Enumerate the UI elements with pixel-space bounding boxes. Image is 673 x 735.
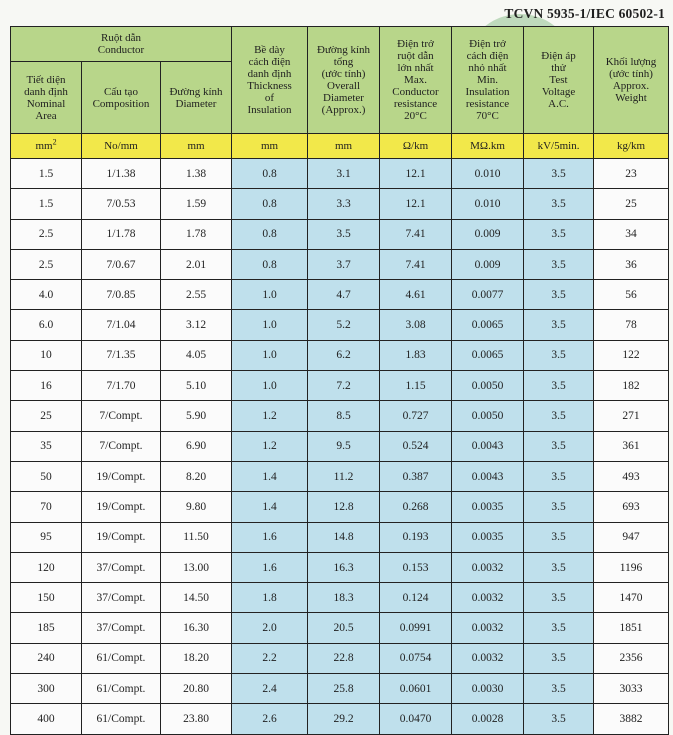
cell-weight: 23: [594, 159, 669, 189]
table-row: [11, 613, 669, 643]
cell-diameter: 2.01: [161, 249, 232, 279]
table-row: [11, 552, 669, 582]
cell-overall-diameter: 18.3: [308, 583, 380, 613]
cell-min-insulation-resistance: 0.010: [452, 159, 524, 189]
cell-insulation: 1.2: [232, 401, 308, 431]
table-row: [11, 461, 669, 491]
composition-header: Cấu tạo Composition: [82, 62, 161, 134]
cell-insulation: 1.0: [232, 280, 308, 310]
cell-diameter: 14.50: [161, 583, 232, 613]
cell-area: 6.0: [11, 310, 82, 340]
test-voltage-header: Điện áp thử Test Voltage A.C.: [524, 27, 594, 134]
cell-overall-diameter: 20.5: [308, 613, 380, 643]
cell-area: 1.5: [11, 189, 82, 219]
overall-diameter-header: Đường kính tổng (ước tính) Overall Diameter (Approx.): [308, 27, 380, 134]
table-row: [11, 159, 669, 189]
cable-spec-table: [10, 26, 669, 735]
row-group: [11, 159, 669, 310]
cell-insulation: 2.4: [232, 674, 308, 704]
cell-composition: 7/Compt.: [82, 431, 161, 461]
row-group: [11, 461, 669, 612]
unit-resistance: Ω/km: [380, 134, 452, 159]
cell-composition: 37/Compt.: [82, 583, 161, 613]
cell-test-voltage: 3.5: [524, 189, 594, 219]
cell-weight: 1196: [594, 552, 669, 582]
cell-weight: 693: [594, 492, 669, 522]
cell-insulation: 2.0: [232, 613, 308, 643]
cell-test-voltage: 3.5: [524, 371, 594, 401]
cell-test-voltage: 3.5: [524, 401, 594, 431]
table-row: [11, 401, 669, 431]
cell-composition: 7/0.85: [82, 280, 161, 310]
cell-insulation: 1.6: [232, 552, 308, 582]
cell-area: 35: [11, 431, 82, 461]
unit-composition: No/mm: [82, 134, 161, 159]
unit-insulation-resistance: MΩ.km: [452, 134, 524, 159]
cell-insulation: 1.4: [232, 492, 308, 522]
cell-weight: 271: [594, 401, 669, 431]
cell-max-resistance: 0.0601: [380, 674, 452, 704]
row-group: [11, 310, 669, 461]
cell-min-insulation-resistance: 0.0030: [452, 674, 524, 704]
cell-diameter: 2.55: [161, 280, 232, 310]
cell-weight: 34: [594, 219, 669, 249]
cell-test-voltage: 3.5: [524, 219, 594, 249]
cell-area: 10: [11, 340, 82, 370]
cell-weight: 182: [594, 371, 669, 401]
cell-diameter: 9.80: [161, 492, 232, 522]
table-row: [11, 522, 669, 552]
max-resistance-header: Điện trở ruột dẫn lớn nhất Max. Conductor resistance 20°C: [380, 27, 452, 134]
unit-area: $mm^2$: [11, 134, 82, 159]
table-row: [11, 249, 669, 279]
cell-insulation: 0.8: [232, 249, 308, 279]
nominal-area-header: Tiết diện danh định Nominal Area: [11, 62, 82, 134]
cell-max-resistance: 12.1: [380, 159, 452, 189]
row-group: [11, 613, 669, 734]
cell-max-resistance: 4.61: [380, 280, 452, 310]
standard-title: TCVN 5935-1/IEC 60502-1: [504, 6, 665, 21]
cell-test-voltage: 3.5: [524, 310, 594, 340]
cell-min-insulation-resistance: 0.0043: [452, 461, 524, 491]
cell-diameter: 13.00: [161, 552, 232, 582]
cell-overall-diameter: 7.2: [308, 371, 380, 401]
cell-insulation: 1.0: [232, 371, 308, 401]
cell-composition: 1/1.78: [82, 219, 161, 249]
cell-max-resistance: 0.0470: [380, 704, 452, 734]
cell-overall-diameter: 3.1: [308, 159, 380, 189]
cell-min-insulation-resistance: 0.0028: [452, 704, 524, 734]
cell-composition: 61/Compt.: [82, 643, 161, 673]
cell-max-resistance: 0.524: [380, 431, 452, 461]
cell-weight: 947: [594, 522, 669, 552]
cell-max-resistance: 12.1: [380, 189, 452, 219]
cell-overall-diameter: 25.8: [308, 674, 380, 704]
cell-diameter: 1.78: [161, 219, 232, 249]
cell-test-voltage: 3.5: [524, 552, 594, 582]
cell-weight: 3882: [594, 704, 669, 734]
cell-diameter: 23.80: [161, 704, 232, 734]
cell-area: 4.0: [11, 280, 82, 310]
cell-max-resistance: 0.0754: [380, 643, 452, 673]
cell-diameter: 8.20: [161, 461, 232, 491]
cell-test-voltage: 3.5: [524, 461, 594, 491]
cell-overall-diameter: 16.3: [308, 552, 380, 582]
cell-test-voltage: 3.5: [524, 583, 594, 613]
cell-insulation: 1.4: [232, 461, 308, 491]
cell-insulation: 1.2: [232, 431, 308, 461]
cell-min-insulation-resistance: 0.0035: [452, 522, 524, 552]
cell-diameter: 4.05: [161, 340, 232, 370]
cell-max-resistance: 0.193: [380, 522, 452, 552]
table-row: [11, 674, 669, 704]
cell-overall-diameter: 22.8: [308, 643, 380, 673]
cell-weight: 78: [594, 310, 669, 340]
cell-min-insulation-resistance: 0.0035: [452, 492, 524, 522]
cell-overall-diameter: 8.5: [308, 401, 380, 431]
cell-area: 25: [11, 401, 82, 431]
cell-weight: 3033: [594, 674, 669, 704]
cell-min-insulation-resistance: 0.0065: [452, 340, 524, 370]
table-row: [11, 431, 669, 461]
cell-min-insulation-resistance: 0.0032: [452, 613, 524, 643]
cell-composition: 61/Compt.: [82, 674, 161, 704]
cell-composition: 7/0.53: [82, 189, 161, 219]
unit-overall: mm: [308, 134, 380, 159]
cell-insulation: 1.6: [232, 522, 308, 552]
unit-insulation: mm: [232, 134, 308, 159]
cell-area: 2.5: [11, 219, 82, 249]
cell-overall-diameter: 29.2: [308, 704, 380, 734]
cell-overall-diameter: 4.7: [308, 280, 380, 310]
cell-weight: 25: [594, 189, 669, 219]
cell-composition: 1/1.38: [82, 159, 161, 189]
cell-test-voltage: 3.5: [524, 674, 594, 704]
cell-area: 70: [11, 492, 82, 522]
cell-area: 2.5: [11, 249, 82, 279]
unit-weight: kg/km: [594, 134, 669, 159]
cell-max-resistance: 0.727: [380, 401, 452, 431]
cell-area: 400: [11, 704, 82, 734]
cell-composition: 19/Compt.: [82, 461, 161, 491]
cell-area: 95: [11, 522, 82, 552]
cell-overall-diameter: 5.2: [308, 310, 380, 340]
cell-diameter: 16.30: [161, 613, 232, 643]
cell-min-insulation-resistance: 0.0050: [452, 371, 524, 401]
cell-composition: 7/Compt.: [82, 401, 161, 431]
table-row: [11, 310, 669, 340]
cell-insulation: 0.8: [232, 219, 308, 249]
cell-overall-diameter: 11.2: [308, 461, 380, 491]
cell-max-resistance: 7.41: [380, 249, 452, 279]
table-row: [11, 492, 669, 522]
cell-composition: 61/Compt.: [82, 704, 161, 734]
cell-min-insulation-resistance: 0.0032: [452, 643, 524, 673]
cell-max-resistance: 0.0991: [380, 613, 452, 643]
cell-area: 240: [11, 643, 82, 673]
cell-weight: 36: [594, 249, 669, 279]
cell-composition: 7/1.35: [82, 340, 161, 370]
unit-voltage: kV/5min.: [524, 134, 594, 159]
cell-max-resistance: 1.83: [380, 340, 452, 370]
cell-weight: 1470: [594, 583, 669, 613]
cell-composition: 19/Compt.: [82, 522, 161, 552]
cell-insulation: 0.8: [232, 159, 308, 189]
conductor-header: Ruột dẫn Conductor: [11, 27, 232, 62]
cell-composition: 7/0.67: [82, 249, 161, 279]
cell-min-insulation-resistance: 0.009: [452, 219, 524, 249]
cell-diameter: 1.38: [161, 159, 232, 189]
cell-min-insulation-resistance: 0.0050: [452, 401, 524, 431]
cell-test-voltage: 3.5: [524, 340, 594, 370]
cell-max-resistance: 0.124: [380, 583, 452, 613]
cell-overall-diameter: 14.8: [308, 522, 380, 552]
cell-composition: 37/Compt.: [82, 552, 161, 582]
cell-area: 300: [11, 674, 82, 704]
cell-max-resistance: 3.08: [380, 310, 452, 340]
cell-min-insulation-resistance: 0.0077: [452, 280, 524, 310]
cell-insulation: 1.8: [232, 583, 308, 613]
cell-weight: 56: [594, 280, 669, 310]
cell-diameter: 6.90: [161, 431, 232, 461]
cell-area: 150: [11, 583, 82, 613]
cell-weight: 361: [594, 431, 669, 461]
cell-weight: 1851: [594, 613, 669, 643]
table-row: [11, 340, 669, 370]
cell-insulation: 0.8: [232, 189, 308, 219]
cell-overall-diameter: 9.5: [308, 431, 380, 461]
table-row: [11, 280, 669, 310]
diameter-header: Đường kính Diameter: [161, 62, 232, 134]
cell-max-resistance: 1.15: [380, 371, 452, 401]
cell-min-insulation-resistance: 0.0065: [452, 310, 524, 340]
cell-min-insulation-resistance: 0.0032: [452, 552, 524, 582]
cell-composition: 7/1.70: [82, 371, 161, 401]
cell-min-insulation-resistance: 0.0043: [452, 431, 524, 461]
cell-composition: 7/1.04: [82, 310, 161, 340]
cell-test-voltage: 3.5: [524, 431, 594, 461]
cell-min-insulation-resistance: 0.010: [452, 189, 524, 219]
cell-weight: 122: [594, 340, 669, 370]
cell-weight: 493: [594, 461, 669, 491]
table-row: [11, 583, 669, 613]
cell-diameter: 5.90: [161, 401, 232, 431]
cell-area: 120: [11, 552, 82, 582]
table-row: [11, 643, 669, 673]
cell-max-resistance: 0.268: [380, 492, 452, 522]
cell-overall-diameter: 12.8: [308, 492, 380, 522]
cell-insulation: 1.0: [232, 310, 308, 340]
cell-composition: 19/Compt.: [82, 492, 161, 522]
cell-test-voltage: 3.5: [524, 249, 594, 279]
cell-test-voltage: 3.5: [524, 613, 594, 643]
cell-area: 50: [11, 461, 82, 491]
cell-insulation: 1.0: [232, 340, 308, 370]
cell-min-insulation-resistance: 0.009: [452, 249, 524, 279]
insulation-thickness-header: Bề dày cách điện danh định Thickness of Insulation: [232, 27, 308, 134]
cell-test-voltage: 3.5: [524, 522, 594, 552]
cell-weight: 2356: [594, 643, 669, 673]
unit-diameter: mm: [161, 134, 232, 159]
cell-test-voltage: 3.5: [524, 280, 594, 310]
weight-header: Khối lượng (ước tính) Approx. Weight: [594, 27, 669, 134]
cell-test-voltage: 3.5: [524, 492, 594, 522]
cell-test-voltage: 3.5: [524, 159, 594, 189]
cell-diameter: 18.20: [161, 643, 232, 673]
cell-test-voltage: 3.5: [524, 643, 594, 673]
cell-min-insulation-resistance: 0.0032: [452, 583, 524, 613]
table-row: [11, 219, 669, 249]
cell-max-resistance: 0.387: [380, 461, 452, 491]
cell-diameter: 1.59: [161, 189, 232, 219]
table-row: [11, 189, 669, 219]
cell-overall-diameter: 3.5: [308, 219, 380, 249]
cell-diameter: 11.50: [161, 522, 232, 552]
cell-insulation: 2.2: [232, 643, 308, 673]
cell-overall-diameter: 3.3: [308, 189, 380, 219]
cell-max-resistance: 7.41: [380, 219, 452, 249]
table-row: [11, 371, 669, 401]
cell-area: 185: [11, 613, 82, 643]
cell-max-resistance: 0.153: [380, 552, 452, 582]
cell-diameter: 5.10: [161, 371, 232, 401]
cell-test-voltage: 3.5: [524, 704, 594, 734]
cell-area: 1.5: [11, 159, 82, 189]
cell-overall-diameter: 6.2: [308, 340, 380, 370]
cell-insulation: 2.6: [232, 704, 308, 734]
min-insulation-resistance-header: Điện trở cách điện nhỏ nhất Min. Insulation resistance 70°C: [452, 27, 524, 134]
cell-area: 16: [11, 371, 82, 401]
cell-diameter: 3.12: [161, 310, 232, 340]
cell-overall-diameter: 3.7: [308, 249, 380, 279]
table-row: [11, 704, 669, 734]
cell-diameter: 20.80: [161, 674, 232, 704]
cell-composition: 37/Compt.: [82, 613, 161, 643]
